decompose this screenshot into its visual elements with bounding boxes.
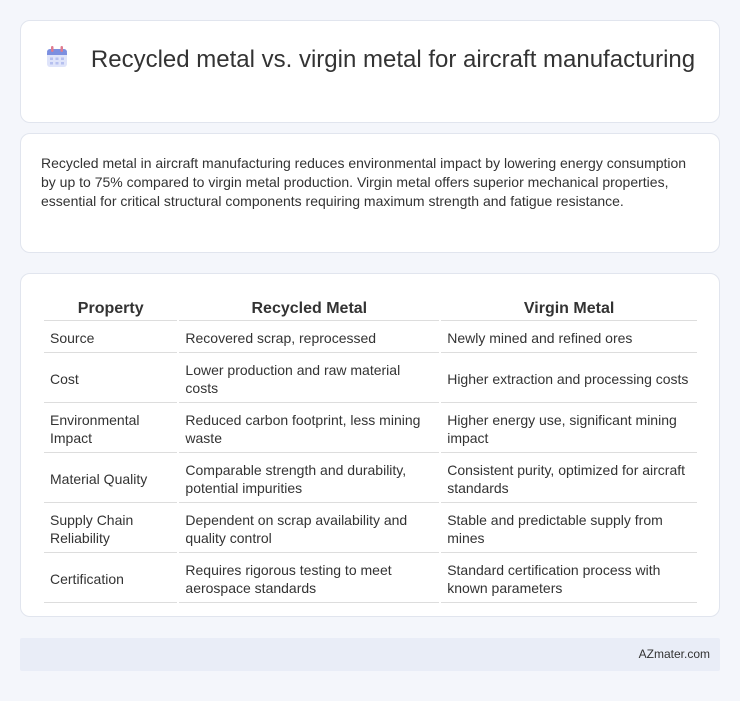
table-header-row — [44, 297, 697, 321]
page-title-text: Recycled metal vs. virgin metal for aircraft manufacturing — [90, 46, 696, 73]
summary-text: Recycled metal in aircraft manufacturing reduces environmental impact by lowering energy consumption by up to 75% compared to virgin metal production. Virgin metal offers superior mechanical properties, essential for critical structural components requiring maximum strength and fatigue resistance. — [41, 155, 687, 209]
header-property: Property — [44, 297, 177, 321]
table-row — [44, 405, 697, 453]
table-row — [44, 323, 697, 353]
summary-card — [20, 133, 720, 253]
table-row — [44, 355, 697, 403]
recycled-cell: Comparable strength and durability, potential impurities — [179, 455, 439, 503]
virgin-cell: Newly mined and refined ores — [441, 323, 697, 353]
property-cell: Source — [44, 323, 177, 353]
virgin-cell: Consistent purity, optimized for aircraft standards — [441, 455, 697, 503]
footer-brand: AZmater.com — [638, 647, 710, 661]
property-cell: Cost — [44, 355, 177, 403]
recycled-cell: Recovered scrap, reprocessed — [179, 323, 439, 353]
comparison-table — [42, 295, 699, 605]
recycled-cell: Reduced carbon footprint, less mining waste — [179, 405, 439, 453]
recycled-cell: Dependent on scrap availability and quality control — [179, 505, 439, 553]
virgin-cell: Stable and predictable supply from mines — [441, 505, 697, 553]
header-virgin-metal: Virgin Metal — [441, 297, 697, 321]
table-row — [44, 555, 697, 603]
virgin-cell: Higher energy use, significant mining impact — [441, 405, 697, 453]
property-cell: Environmental Impact — [44, 405, 177, 453]
property-cell: Supply Chain Reliability — [44, 505, 177, 553]
recycled-cell: Lower production and raw material costs — [179, 355, 439, 403]
property-cell: Certification — [44, 555, 177, 603]
property-cell: Material Quality — [44, 455, 177, 503]
title-card — [20, 20, 720, 123]
virgin-cell: Standard certification process with known parameters — [441, 555, 697, 603]
page-title — [21, 45, 719, 74]
table-row — [44, 455, 697, 503]
header-recycled-metal: Recycled Metal — [179, 297, 439, 321]
calendar-icon — [45, 45, 69, 69]
table-row — [44, 505, 697, 553]
recycled-cell: Requires rigorous testing to meet aerospace standards — [179, 555, 439, 603]
virgin-cell: Higher extraction and processing costs — [441, 355, 697, 403]
footer-bar — [20, 638, 720, 671]
comparison-table-card — [20, 273, 720, 617]
